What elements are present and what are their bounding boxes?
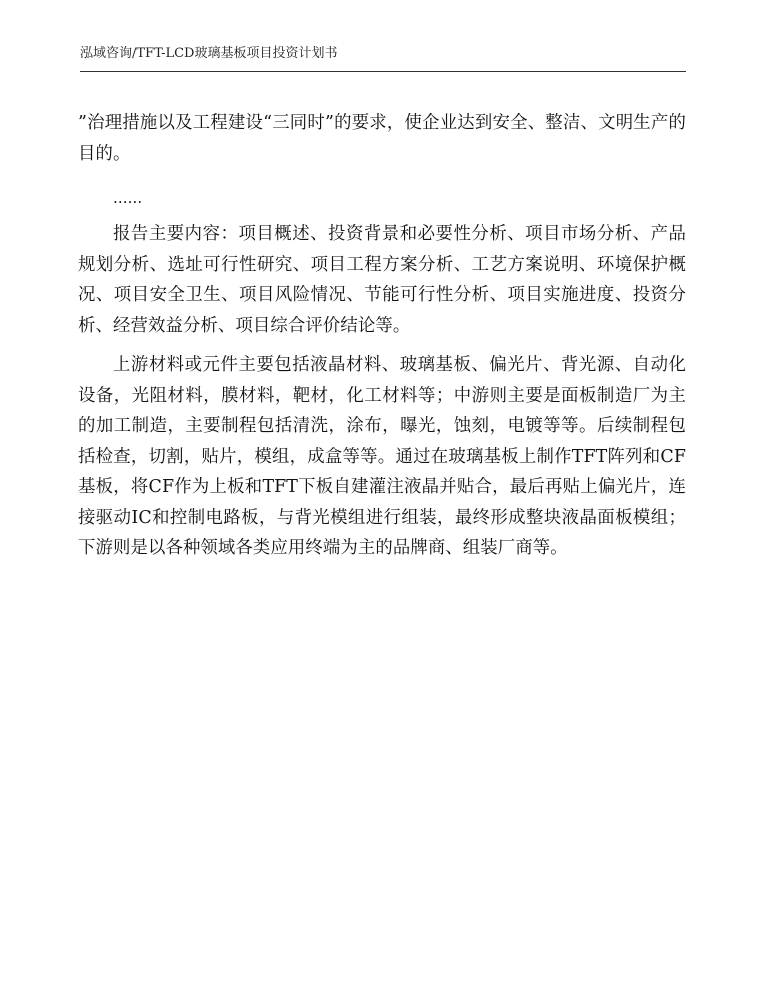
ellipsis-marker: ...... (113, 189, 143, 207)
running-header: 泓域咨询/TFT-LCD玻璃基板项目投资计划书 (80, 46, 686, 72)
paragraph-safety-requirements: ”治理措施以及工程建设“三同时”的要求，使企业达到安全、整洁、文明生产的目的。 (78, 113, 686, 164)
document-body (78, 108, 686, 564)
paragraph-industry-chain: 上游材料或元件主要包括液晶材料、玻璃基板、偏光片、背光源、自动化设备，光阻材料，膜材料，靶材，化工材料等；中游则主要是面板制造厂为主的加工制造，主要制程包括清洗，涂布，曝光，蚀刻，电镀等等。后续制程包括检查，切割，贴片，模组，成盒等等。通过在玻璃基板上制作TFT阵列和CF基板，将CF作为上板和TFT下板自建灌注液晶并贴合，最后再贴上偏光片，连接驱动IC和控制电路板，与背光模组进行组装，最终形成整块液晶面板模组；下游则是以各种领域各类应用终端为主的品牌商、组装厂商等。 (78, 355, 686, 558)
paragraph-report-contents: 报告主要内容：项目概述、投资背景和必要性分析、项目市场分析、产品规划分析、选址可行性研究、项目工程方案分析、工艺方案说明、环境保护概况、项目安全卫生、项目风险情况、节能可行性分析、项目实施进度、投资分析、经营效益分析、项目综合评价结论等。 (78, 224, 686, 336)
